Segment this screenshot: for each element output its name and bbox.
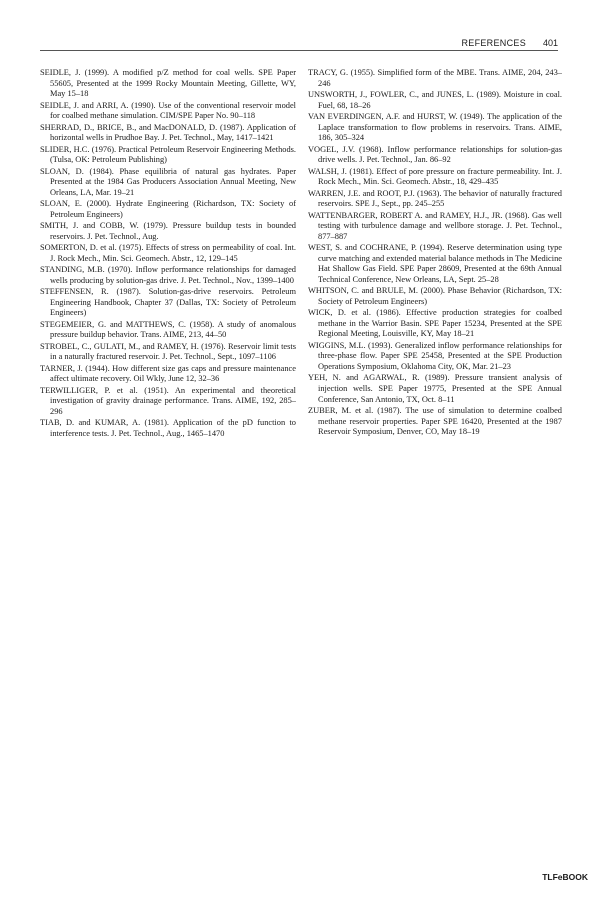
reference-entry: WICK, D. et al. (1986). Effective production strategies for coalbed methane in the Warrior Basin. SPE Paper 15234, Presented at the SPE Regional Meeting, Louisville, KY, May 18–21 (308, 308, 562, 339)
reference-entry: SLOAN, D. (1984). Phase equilibria of natural gas hydrates. Paper Presented at the 1984 Gas Producers Association Annual Meeting, New Orleans, LA, Mar. 19–21 (40, 166, 296, 197)
reference-entry: TIAB, D. and KUMAR, A. (1981). Application of the pD function to interference tests. J. Pet. Technol., Aug., 1465–1470 (40, 418, 296, 438)
references-right-column (308, 68, 562, 439)
reference-entry: SOMERTON, D. et al. (1975). Effects of stress on permeability of coal. Int. J. Rock Mech., Min. Sci. Geomech. Abstr., 12, 129–145 (40, 243, 296, 263)
reference-entry: VAN EVERDINGEN, A.F. and HURST, W. (1949). The application of the Laplace transformation to flow problems in reservoirs. Trans. AIME, 186, 305–324 (308, 111, 562, 143)
reference-entry: VOGEL, J.V. (1968). Inflow performance relationships for solution-gas drive wells. J. Pet. Technol., Jan. 86–92 (308, 144, 562, 165)
reference-entry: STANDING, M.B. (1970). Inflow performance relationships for damaged wells producing by solution-gas drive. J. Pet. Technol., Nov., 1399–1400 (40, 265, 296, 285)
reference-entry: STEGEMEIER, G. and MATTHEWS, C. (1958). A study of anomalous pressure buildup behavior. Trans. AIME, 213, 44–50 (40, 319, 296, 340)
section-title: REFERENCES (461, 38, 526, 48)
reference-entry: UNSWORTH, J., FOWLER, C., and JUNES, L. (1989). Moisture in coal. Fuel, 68, 18–26 (308, 89, 562, 110)
reference-entry: STROBEL, C., GULATI, M., and RAMEY, H. (1976). Reservoir limit tests in a naturally fractured reservoir. J. Pet. Technol., Sept., 1097–1106 (40, 341, 296, 362)
reference-entry: STEFFENSEN, R. (1987). Solution-gas-drive reservoirs. Petroleum Engineering Handbook, Chapter 37 (Dallas, TX: Society of Petroleum Engineers) (40, 287, 296, 318)
watermark-text: TLFeBOOK (542, 872, 588, 882)
reference-entry: ZUBER, M. et al. (1987). The use of simulation to determine coalbed methane reservoir properties. Paper SPE 16420, Presented at the 1987 Reservoir Symposium, Denver, CO, May 18–19 (308, 405, 562, 437)
reference-entry: TARNER, J. (1944). How different size gas caps and pressure maintenance affect ultimate recovery. Oil Wkly, June 12, 32–36 (40, 363, 296, 384)
reference-entry: WIGGINS, M.L. (1993). Generalized inflow performance relationships for three-phase flow. Paper SPE 25458, Presented at the SPE Production Operations Symposium, Oklahoma City, OK, Mar. 21–23 (308, 340, 562, 371)
reference-entry: TRACY, G. (1955). Simplified form of the MBE. Trans. AIME, 204, 243–246 (308, 68, 562, 88)
reference-entry: WATTENBARGER, ROBERT A. and RAMEY, H.J., JR. (1968). Gas well testing with turbulence damage and wellbore storage. J. Pet. Technol., 877–887 (308, 210, 562, 241)
reference-entry: WHITSON, C. and BRULE, M. (2000). Phase Behavior (Richardson, TX: Society of Petroleum Engineers) (308, 286, 562, 306)
reference-entry: SMITH, J. and COBB, W. (1979). Pressure buildup tests in bounded reservoirs. J. Pet. Technol., Aug. (40, 221, 296, 241)
reference-entry: WEST, S. and COCHRANE, P. (1994). Reserve determination using type curve matching and extended material balance methods in The Medicine Hat Shallow Gas Field. SPE Paper 28609, Presented at the 69th Annual Technical Conference, New Orleans, LA, Sept. 25–28 (308, 243, 562, 284)
page-number: 401 (542, 38, 558, 48)
reference-entry: SHERRAD, D., BRICE, B., and MacDONALD, D. (1987). Application of horizontal wells in Prudhoe Bay. J. Pet. Technol., May, 1417–1421 (40, 122, 296, 143)
references-left-column (40, 68, 296, 440)
reference-entry: SEIDLE, J. and ARRI, A. (1990). Use of the conventional reservoir model for coalbed methane simulation. CIM/SPE Paper No. 90–118 (40, 100, 296, 121)
reference-entry: YEH, N. and AGARWAL, R. (1989). Pressure transient analysis of injection wells. SPE Paper 19775, Presented at the SPE Annual Conference, San Antonio, TX, Oct. 8–11 (308, 373, 562, 404)
reference-entry: TERWILLIGER, P. et al. (1951). An experimental and theoretical investigation of gravity drainage performance. Trans. AIME, 192, 285–296 (40, 385, 296, 416)
reference-entry: SLIDER, H.C. (1976). Practical Petroleum Reservoir Engineering Methods. (Tulsa, OK: Petroleum Publishing) (40, 144, 296, 165)
reference-entry: WALSH, J. (1981). Effect of pore pressure on fracture permeability. Int. J. Rock Mech., Min. Sci. Geomech. Abstr., 18, 429–435 (308, 166, 562, 187)
reference-entry: SLOAN, E. (2000). Hydrate Engineering (Richardson, TX: Society of Petroleum Engineers) (40, 199, 296, 219)
reference-entry: WARREN, J.E. and ROOT, P.J. (1963). The behavior of naturally fractured reservoirs. SPE J., Sept., pp. 245–255 (308, 188, 562, 209)
running-header (40, 38, 558, 51)
reference-entry: SEIDLE, J. (1999). A modified p/Z method for coal wells. SPE Paper 55605, Presented at the 1999 Rocky Mountain Meeting, Gillette, WY, May 15–18 (40, 68, 296, 99)
